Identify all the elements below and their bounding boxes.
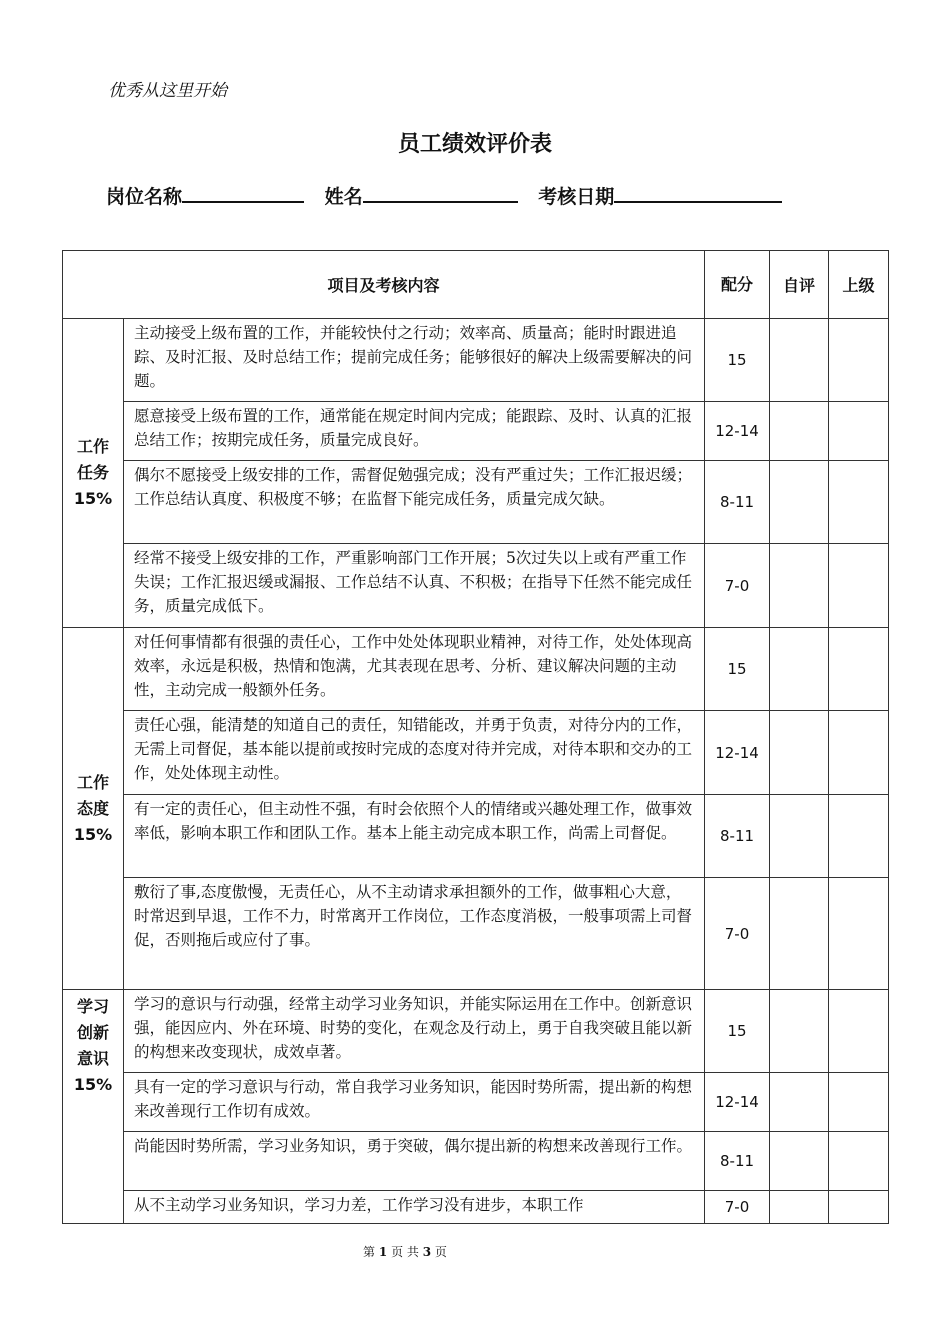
category-work-task: 工作 任务 15% [63,319,124,628]
criteria-text: 愿意接受上级布置的工作，通常能在规定时间内完成；能跟踪、及时、认真的汇报总结工作；按期完成任务，质量完成良好。 [124,402,705,461]
superior-score-cell[interactable] [829,1191,889,1224]
evaluation-table [62,250,889,1224]
score-range: 7-0 [705,544,770,628]
table-row [63,461,889,544]
score-range: 8-11 [705,795,770,878]
self-score-cell[interactable] [770,319,829,402]
score-range: 8-11 [705,1132,770,1191]
superior-score-cell[interactable] [829,711,889,795]
position-blank[interactable] [182,181,304,203]
superior-score-cell[interactable] [829,402,889,461]
criteria-text: 偶尔不愿接受上级安排的工作，需督促勉强完成；没有严重过失；工作汇报迟缓；工作总结认真度、积极度不够；在监督下能完成任务，质量完成欠缺。 [124,461,705,544]
score-range: 15 [705,628,770,711]
table-row [63,1073,889,1132]
criteria-text: 尚能因时势所需，学习业务知识，勇于突破，偶尔提出新的构想来改善现行工作。 [124,1132,705,1191]
score-range: 7-0 [705,878,770,990]
score-range: 8-11 [705,461,770,544]
score-range: 15 [705,319,770,402]
position-label: 岗位名称 [106,186,183,208]
self-score-cell[interactable] [770,1191,829,1224]
self-score-cell[interactable] [770,1073,829,1132]
self-score-cell[interactable] [770,544,829,628]
self-score-cell[interactable] [770,402,829,461]
header-content: 项目及考核内容 [63,251,705,319]
name-blank[interactable] [363,181,518,203]
superior-score-cell[interactable] [829,1073,889,1132]
category-learning-innovation: 学习 创新 意识 15% [63,990,124,1224]
superior-score-cell[interactable] [829,461,889,544]
page-footer: 第 1 页 共 3 页 [363,1245,447,1259]
criteria-text: 具有一定的学习意识与行动，常自我学习业务知识，能因时势所需，提出新的构想来改善现行工作切有成效。 [124,1073,705,1132]
self-score-cell[interactable] [770,1132,829,1191]
score-range: 7-0 [705,1191,770,1224]
header-note: 优秀从这里开始 [108,81,227,101]
table-row [63,402,889,461]
category-work-attitude: 工作 态度 15% [63,628,124,990]
superior-score-cell[interactable] [829,544,889,628]
criteria-text: 敷衍了事,态度傲慢，无责任心，从不主动请求承担额外的工作，做事粗心大意，时常迟到早退，工作不力，时常离开工作岗位，工作态度消极，一般事项需上司督促，否则拖后或应付了事。 [124,878,705,990]
self-score-cell[interactable] [770,990,829,1073]
date-label: 考核日期 [538,186,615,208]
superior-score-cell[interactable] [829,990,889,1073]
table-row [63,1132,889,1191]
criteria-text: 对任何事情都有很强的责任心，工作中处处体现职业精神，对待工作，处处体现高效率，永远是积极，热情和饱满，尤其表现在思考、分析、建议解决问题的主动性，主动完成一般额外任务。 [124,628,705,711]
table-row [63,795,889,878]
table-row [63,628,889,711]
header-self: 自评 [770,251,829,319]
self-score-cell[interactable] [770,795,829,878]
score-range: 12-14 [705,1073,770,1132]
criteria-text: 主动接受上级布置的工作，并能较快付之行动；效率高、质量高；能时时跟进追踪、及时汇报、及时总结工作；提前完成任务；能够很好的解决上级需要解决的问题。 [124,319,705,402]
header-score: 配分 [705,251,770,319]
header-superior: 上级 [829,251,889,319]
self-score-cell[interactable] [770,628,829,711]
self-score-cell[interactable] [770,711,829,795]
form-fields [106,181,782,209]
criteria-text: 责任心强，能清楚的知道自己的责任，知错能改，并勇于负责，对待分内的工作，无需上司督促，基本能以提前或按时完成的态度对待并完成，对待本职和交办的工作，处处体现主动性。 [124,711,705,795]
superior-score-cell[interactable] [829,878,889,990]
name-label: 姓名 [324,186,363,208]
score-range: 12-14 [705,711,770,795]
score-range: 12-14 [705,402,770,461]
table-row [63,1191,889,1224]
table-row [63,878,889,990]
document-title: 员工绩效评价表 [397,132,552,157]
table-header-row [63,251,889,319]
date-blank[interactable] [614,181,782,203]
footer-total-pages: 3 [422,1245,432,1259]
score-range: 15 [705,990,770,1073]
table-row [63,319,889,402]
table-row [63,990,889,1073]
criteria-text: 从不主动学习业务知识，学习力差，工作学习没有进步，本职工作 [124,1191,705,1224]
criteria-text: 经常不接受上级安排的工作，严重影响部门工作开展；5次过失以上或有严重工作失误；工作汇报迟缓或漏报、工作总结不认真、不积极；在指导下任然不能完成任务，质量完成低下。 [124,544,705,628]
superior-score-cell[interactable] [829,1132,889,1191]
footer-page-number: 1 [378,1245,388,1259]
criteria-text: 有一定的责任心，但主动性不强，有时会依照个人的情绪或兴趣处理工作，做事效率低，影响本职工作和团队工作。基本上能主动完成本职工作，尚需上司督促。 [124,795,705,878]
superior-score-cell[interactable] [829,795,889,878]
superior-score-cell[interactable] [829,319,889,402]
criteria-text: 学习的意识与行动强，经常主动学习业务知识，并能实际运用在工作中。创新意识强，能因应内、外在环境、时势的变化，在观念及行动上，勇于自我突破且能以新的构想来改变现状，成效卓著。 [124,990,705,1073]
self-score-cell[interactable] [770,878,829,990]
table-row [63,544,889,628]
superior-score-cell[interactable] [829,628,889,711]
table-row [63,711,889,795]
self-score-cell[interactable] [770,461,829,544]
